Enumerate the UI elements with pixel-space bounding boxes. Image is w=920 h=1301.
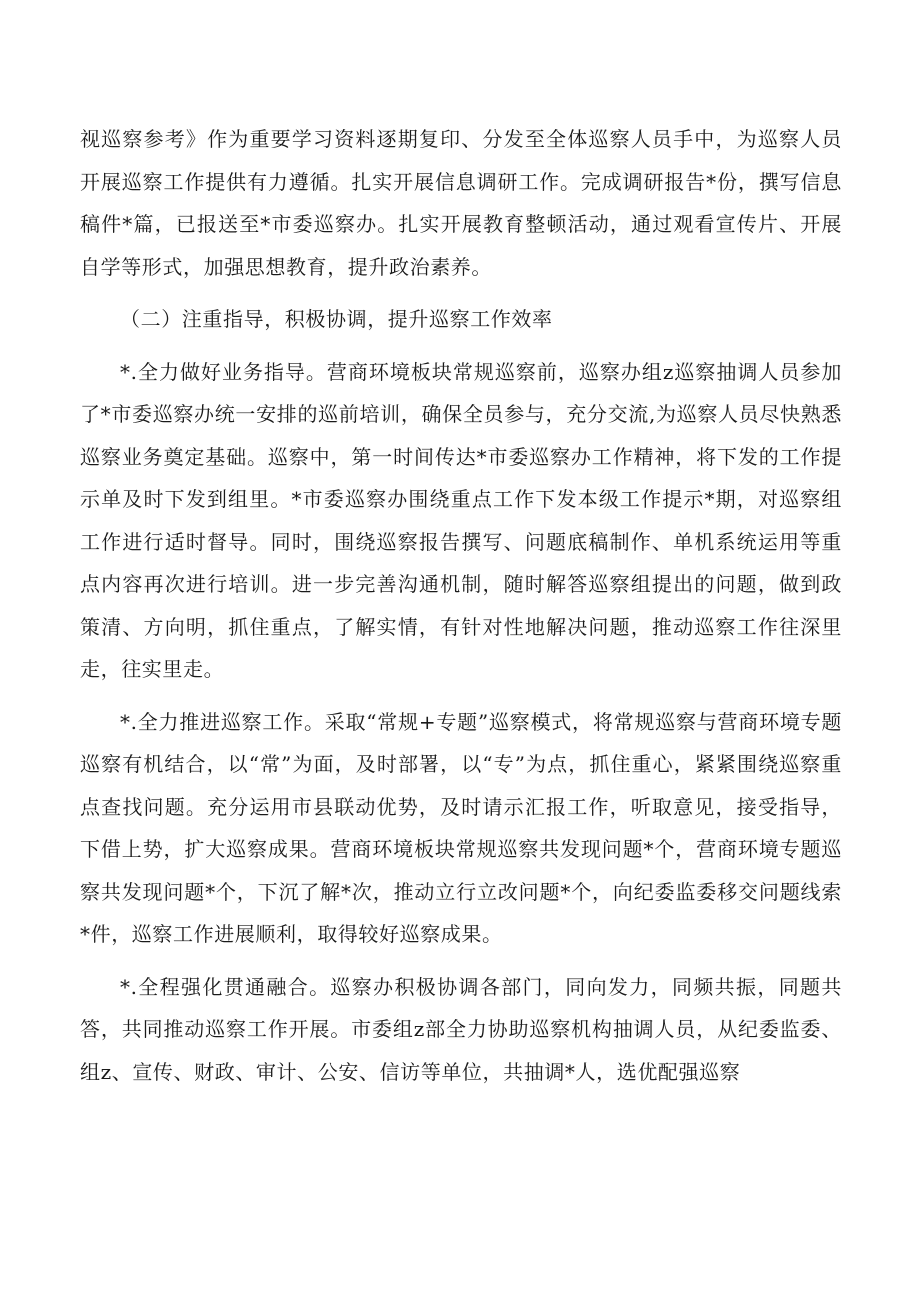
section-heading-2: （二）注重指导，积极协调，提升巡察工作效率 (120, 307, 553, 331)
paragraph-promote-inspection: *.全力推进巡察工作。采取“常规+专题”巡察模式，将常规巡察与营商环境专题巡察有机结合，以“常”为面，及时部署，以“专”为点，抓住重心，紧紧围绕巡察重点查找问题。充分运用市县联动优势，及时请示汇报工作，听取意见，接受指导，下借上势，扩大巡察成果。营商环境板块常规巡察共发现问题*个，营商环境专题巡察共发现问题*个，下沉了解*次，推动立行立改问题*个，向纪委监委移交问题线索*件，巡察工作进展顺利，取得较好巡察成果。 (80, 709, 842, 946)
paragraph-integration: *.全程强化贯通融合。巡察办积极协调各部门，同向发力，同频共振，同题共答，共同推动巡察工作开展。市委组z部全力协助巡察机构抽调人员，从纪委监委、组z、宣传、财政、审计、公安、信访等单位，共抽调*人，选优配强巡察 (80, 974, 842, 1084)
paragraph-continuation: 视巡察参考》作为重要学习资料逐期复印、分发至全体巡察人员手中，为巡察人员开展巡察工作提供有力遵循。扎实开展信息调研工作。完成调研报告*份，撰写信息稿件*篇，已报送至*市委巡察办。扎实开展教育整顿活动，通过观看宣传片、开展自学等形式，加强思想教育，提升政治素养。 (80, 127, 842, 279)
paragraph-business-guidance: *.全力做好业务指导。营商环境板块常规巡察前，巡察办组z巡察抽调人员参加了*市委巡察办统一安排的巡前培训，确保全员参与，充分交流,为巡察人员尽快熟悉巡察业务奠定基础。巡察中，第一时间传达*市委巡察办工作精神，将下发的工作提示单及时下发到组里。*市委巡察办围绕重点工作下发本级工作提示*期，对巡察组工作进行适时督导。同时，围绕巡察报告撰写、问题底稿制作、单机系统运用等重点内容再次进行培训。进一步完善沟通机制，随时解答巡察组提出的问题，做到政策清、方向明，抓住重点，了解实情，有针对性地解决问题，推动巡察工作往深里走，往实里走。 (80, 359, 842, 681)
document-body (80, 118, 842, 1093)
